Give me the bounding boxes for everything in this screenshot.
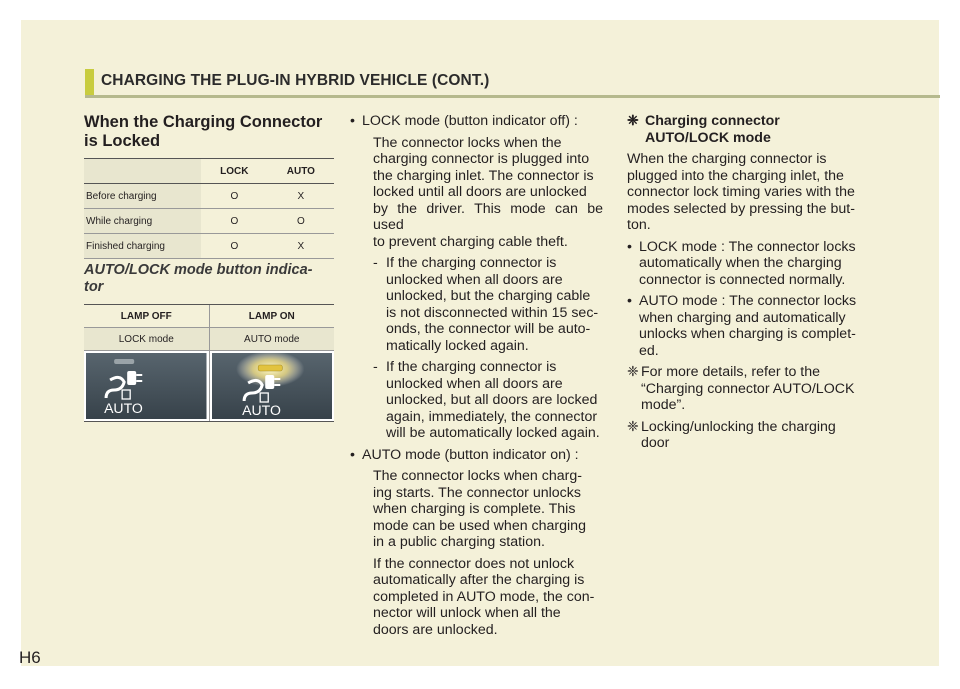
table-row [84,209,334,234]
reference-mark-icon: ❈ [627,364,639,380]
section-heading-line1: When the Charging Connector [84,113,323,131]
text-line: completed in AUTO mode, the con- [373,588,595,605]
text-line: The connector locks when charg- [373,468,582,484]
auto-mode-title: AUTO mode (button indicator on) : [362,446,579,463]
auto-mode-label: AUTO mode [244,333,300,345]
table-row [84,184,334,209]
list-item-lock-mode [350,113,603,130]
table-header-row [84,159,334,184]
text-line: AUTO mode : The connector locks [639,293,857,309]
row-label: Before charging [84,184,201,209]
page-title: CHARGING THE PLUG-IN HYBRID VEHICLE (CONT.) [101,72,490,89]
lamp-indicator-table [84,304,334,422]
list-item-dash1: - If the charging connector is unlocked when all doors are unlocked, but the charging cable is not disconnected within 15 sec- onds, the connector will be auto- matically locked again. [350,255,603,354]
bullet-dot: • [627,238,632,255]
text-line: unlocked, but the charging cable [386,288,591,304]
text-line: doors are unlocked. [373,621,498,638]
lock-cell: O [201,234,268,259]
text-line: The connector locks when the [373,134,562,151]
text-line: nector will unlock when all the [373,605,561,621]
bullet-dot: • [350,446,355,463]
section-heading-line2: is Locked [84,132,161,150]
text-line: is not disconnected within 15 sec- [386,304,599,321]
text-line: unlocked when all doors are [386,271,563,288]
text-line: to prevent charging cable theft. [373,233,568,250]
note-heading [627,113,880,146]
text-line: When the charging connector is [627,151,827,167]
text-line: Locking/unlocking the charging [641,418,836,435]
lock-auto-description-column [350,113,603,638]
text-line: ing starts. The connector unlocks [373,484,581,501]
lamp-header-row [84,305,334,328]
auto-mode-body [350,468,603,638]
text-line: modes selected by pressing the but- [627,200,855,217]
row-label: Finished charging [84,234,201,259]
list-item-auto [627,293,880,359]
auto-cell: O [268,209,334,234]
bullet-dot: • [350,113,355,129]
text-line: again, immediately, the connector [386,408,598,425]
text-line: mode”. [641,397,686,413]
lock-auto-table [84,158,334,259]
note-column [627,113,880,452]
text-line: unlocked when all doors are [386,375,563,392]
text-line: door [641,435,670,451]
reference-item [627,419,880,452]
text-line: plugged into the charging inlet, the [627,167,844,184]
text-line: automatically when the charging [639,255,842,271]
text-line: connector lock timing varies with the [627,184,855,200]
text-line: charging connector is plugged into [373,151,590,167]
note-title-line1: Charging connector [645,113,780,129]
note-mark-icon: ❈ [627,113,639,129]
table-row [84,234,334,259]
text-line: onds, the connector will be auto- [386,321,591,337]
lock-mode-title: LOCK mode (button indicator off) : [362,113,578,129]
auto-button-lamp-on-image [212,353,333,419]
text-line: the charging inlet. The connector is [373,167,594,184]
lock-cell: O [201,184,268,209]
text-line: connector is connected normally. [639,271,846,288]
row-label: While charging [84,209,201,234]
text-line: will be automatically locked again. [386,425,600,441]
text-line: unlocked, but all doors are locked [386,392,598,408]
indicator-lamp-on [258,365,282,371]
lamp-off-cell [84,351,210,421]
note-intro [627,151,880,234]
lamp-on-header: LAMP ON [248,310,295,322]
text-line: ed. [639,342,659,359]
page-number: H6 [19,648,41,667]
text-line: locked until all doors are unlocked [373,184,587,200]
note-title-line2: AUTO/LOCK mode [645,129,771,146]
text-line: mode can be used when charging [373,517,586,534]
header-accent-bar [85,69,94,95]
lock-mode-label: LOCK mode [84,328,210,350]
text-line: when charging and automatically [639,309,846,326]
button-auto-text: AUTO [241,402,281,418]
text-line: For more details, refer to the [641,364,820,380]
lamp-off-header: LAMP OFF [84,305,210,327]
button-auto-text: AUTO [104,400,143,416]
table-header-auto: AUTO [268,159,334,184]
text-line: by the driver. This mode can be used [373,200,603,233]
text-line: in a public charging station. [373,534,545,550]
lamp-mode-row [84,328,334,351]
text-line: when charging is complete. This [373,501,576,517]
text-line: “Charging connector AUTO/LOCK [641,380,855,397]
text-line: If the charging connector is [386,359,557,375]
list-item-dash2: - If the charging connector is unlocked when all doors are unlocked, but all doors are locked again, immediately, the connector will be automatically locked again. [350,359,603,442]
reference-mark-icon: ❈ [627,418,639,435]
text-line: automatically after the charging is [373,572,585,588]
table-header-blank [84,159,201,184]
text-line: LOCK mode : The connector locks [639,238,856,255]
reference-item [627,364,880,414]
table-header-lock: LOCK [201,159,268,184]
lamp-image-row [84,351,334,421]
auto-cell: X [268,234,334,259]
section-heading [84,113,334,151]
bullet-dot: • [627,293,632,309]
text-line: matically locked again. [386,337,529,354]
auto-cell: X [268,184,334,209]
lock-mode-body [350,135,603,251]
text-line: If the charging connector is [386,255,557,271]
lamp-on-cell [210,351,335,421]
indicator-lamp-off [114,359,134,364]
text-line: unlocks when charging is complet- [639,326,856,342]
lock-cell: O [201,209,268,234]
indicator-subheading-line1: AUTO/LOCK mode button indica- [84,262,313,278]
text-line: ton. [627,217,651,233]
indicator-subheading-line2: tor [84,279,104,295]
text-line: If the connector does not unlock [373,555,575,572]
auto-button-lamp-off-image [86,353,207,419]
list-item-auto-mode [350,447,603,464]
indicator-subheading [84,262,334,296]
list-item-lock [627,239,880,289]
